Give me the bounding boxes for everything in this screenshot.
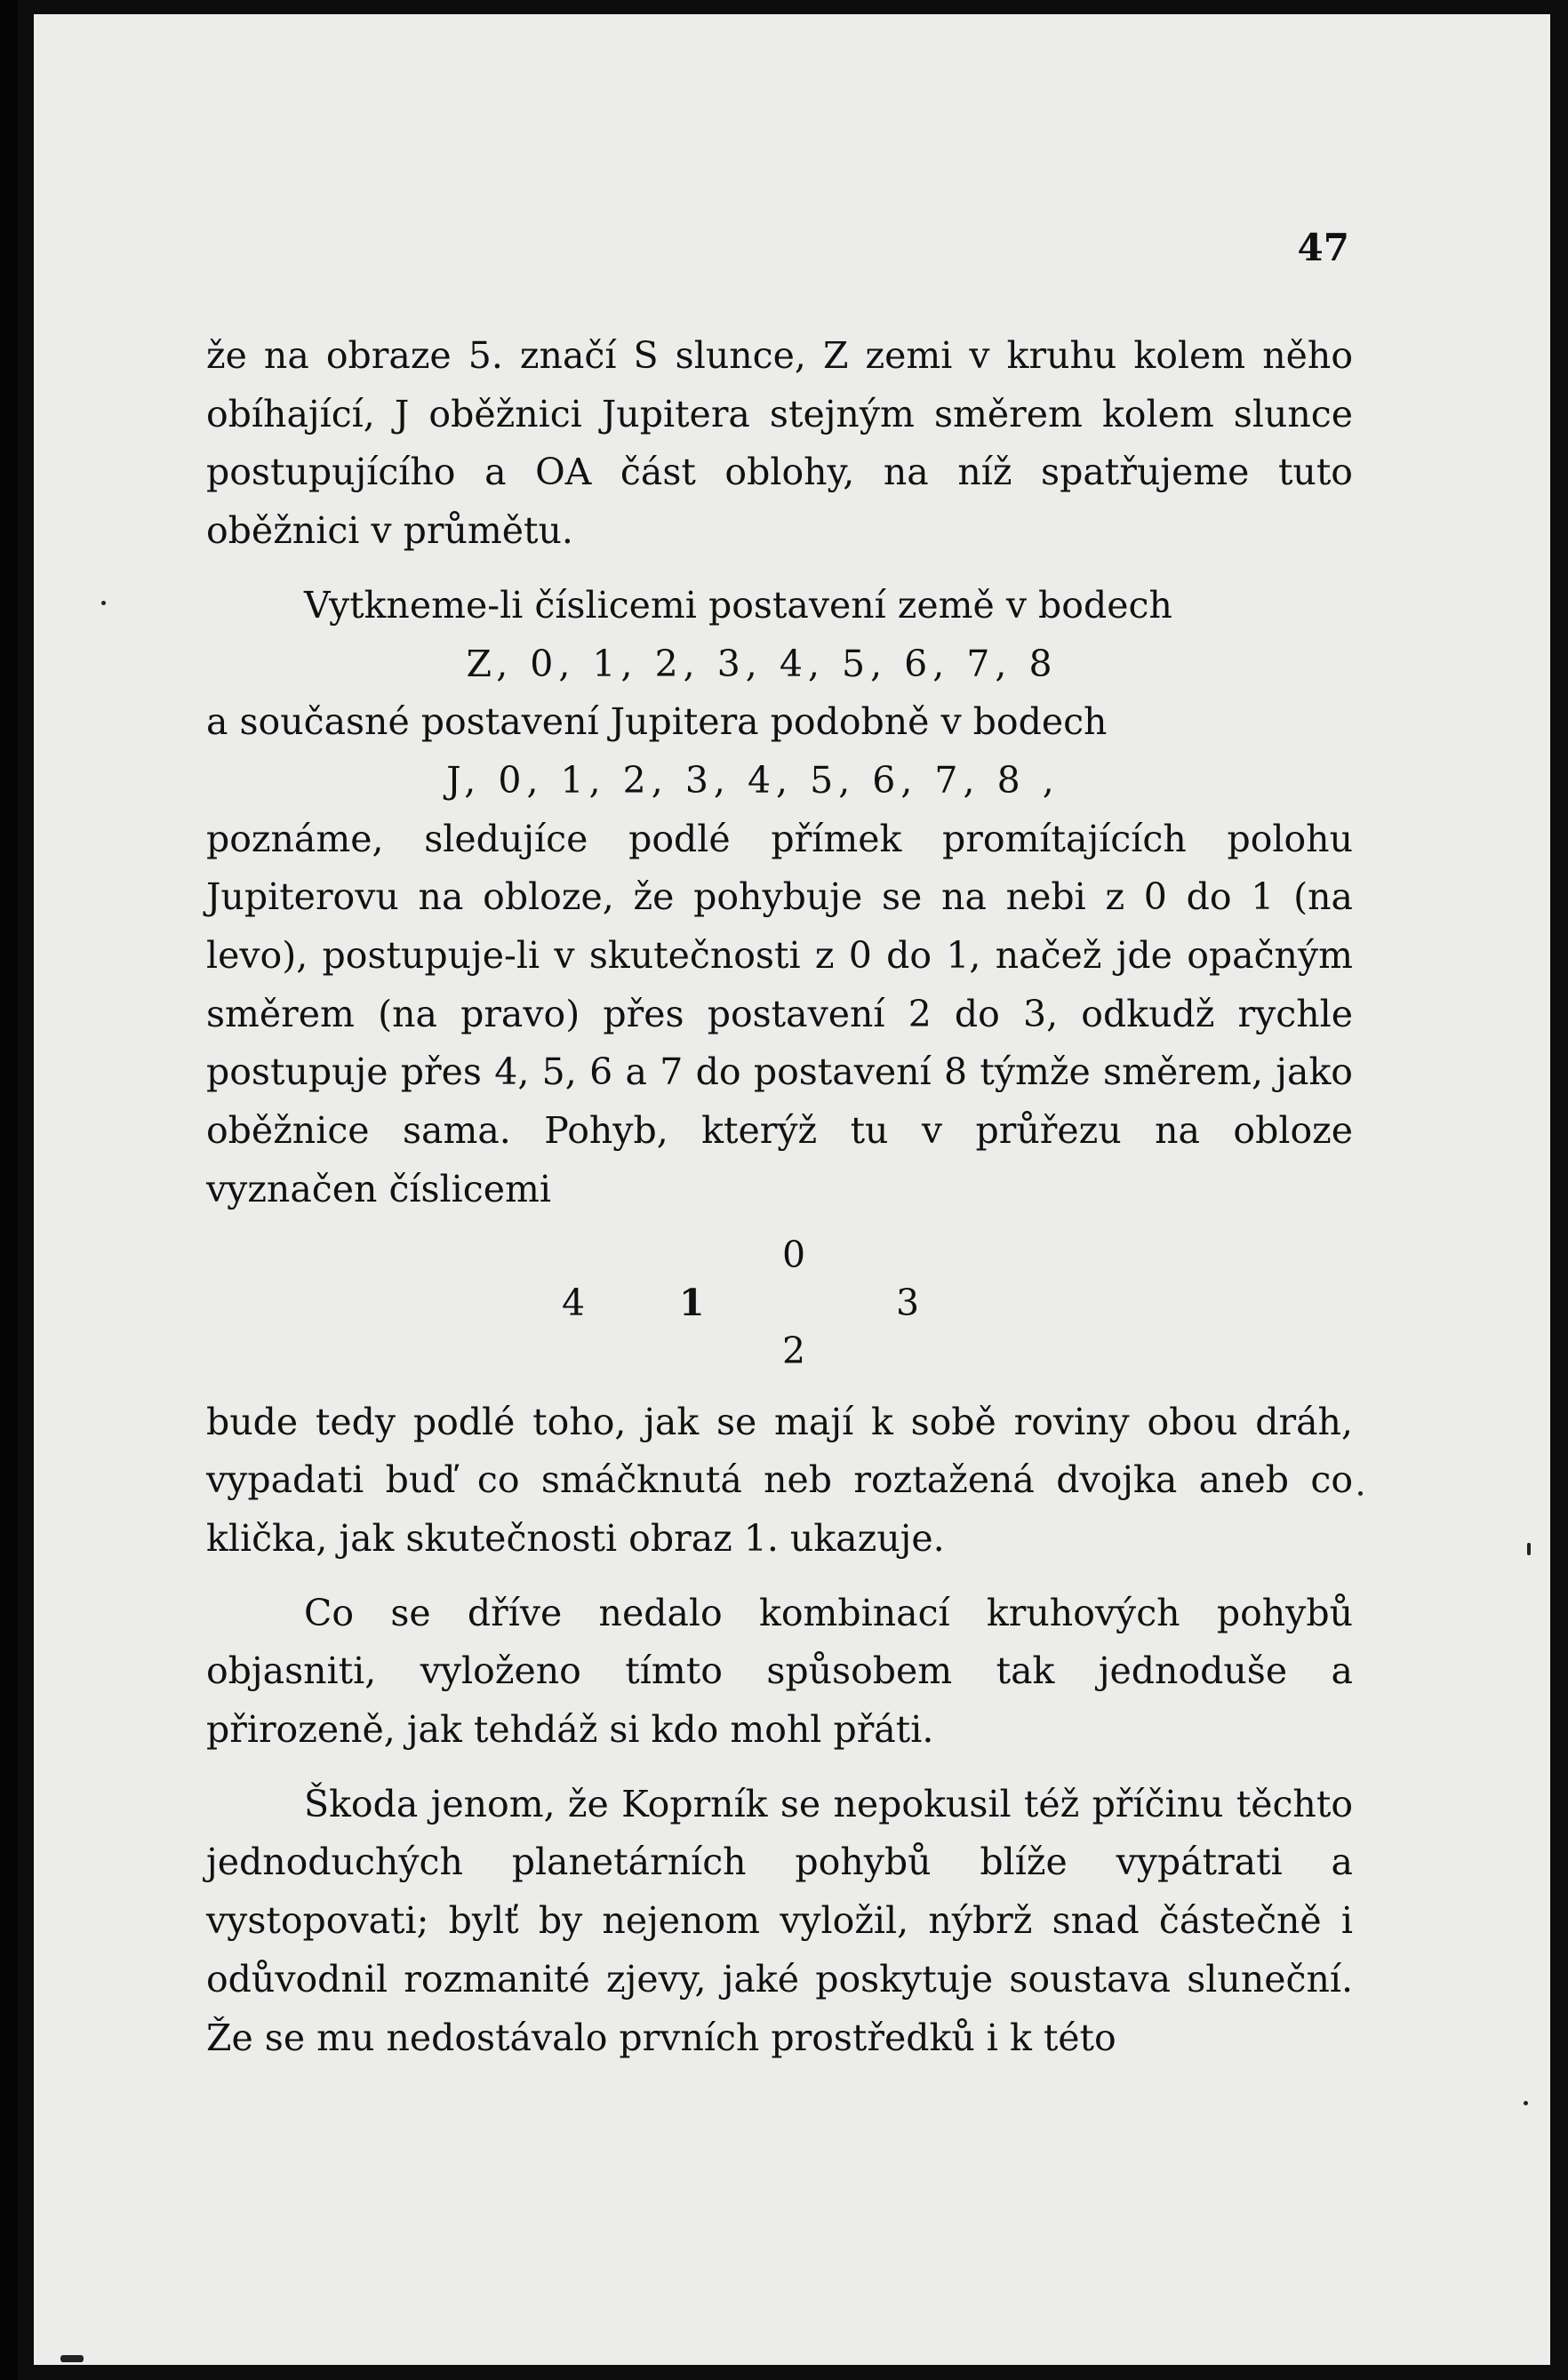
book-spine-shadow [0,0,18,2380]
page-number: 47 [1297,226,1349,269]
paragraph-jupiter-positions-intro: a současné postavení Jupitera podobně v bodech [206,700,1108,744]
projection-numerals-figure [206,1219,1353,1394]
numeral-0: 0 [782,1233,806,1276]
paragraph-motion-explanation: poznáme, sledujíce podlé přímek promítajících polohu Jupiterovu na obloze, že pohybuje se na nebi z 0 do 1 (na levo), postupuje-li v skutečnosti z 0 do 1, načež jde opačným směrem (na pravo) přes postavení 2 do 3, odkudž rychle postupuje přes 4, 5, 6 a 7 do postavení 8 týmže směrem, jako oběžnice sama. Pohyb, kterýž tu v průřezu na obloze vyznačen číslicemi [206,817,1353,1210]
earth-positions-line: Z, 0, 1, 2, 3, 4, 5, 6, 7, 8 [466,642,1058,685]
numeral-2: 2 [782,1329,806,1372]
paragraph-simplicity: Co se dříve nedalo kombinací kruhových pohybů objasniti, vyloženo tímto spůsobem tak jednoduše a přirozeně, jak tehdáž si kdo mohl přáti. [206,1591,1353,1752]
paragraph-loop-shape: bude tedy podlé toho, jak se mají k sobě roviny obou dráh, vypadati buď co smáčknutá neb roztažená dvojka aneb co klička, jak skutečnosti obraz 1. ukazuje. [206,1400,1353,1560]
paragraph-earth-positions-intro: Vytkneme-li číslicemi postavení země v bodech [304,583,1172,627]
paper-speck [1527,1543,1531,1555]
paper-speck [1524,2101,1528,2105]
numeral-1: 1 [679,1281,705,1324]
paper-speck [1358,1491,1363,1496]
numeral-3: 3 [896,1281,920,1324]
jupiter-positions-line: J, 0, 1, 2, 3, 4, 5, 6, 7, 8 , [446,758,1060,802]
page-body [206,327,1353,2067]
paragraph-planet-description: že na obraze 5. značí S slunce, Z zemi v kruhu kolem něho obíhající, J oběžnici Jupitera stejným směrem kolem slunce postupujícího a OA část oblohy, na níž spatřujeme tuto oběžnici v průmětu. [206,334,1353,553]
numeral-4: 4 [562,1281,586,1324]
paper-speck [60,2355,84,2362]
paragraph-copernicus: Škoda jenom, že Koprník se nepokusil též příčinu těchto jednoduchých planetárních pohybů blíže vypátrati a vystopovati; bylť by nejenom vyložil, nýbrž snad částečně i odůvodnil rozmanité zjevy, jaké poskytuje soustava sluneční. Že se mu nedostávalo prvních prostředků i k této [206,1782,1353,2059]
book-page [34,14,1550,2365]
paper-speck [101,601,106,605]
